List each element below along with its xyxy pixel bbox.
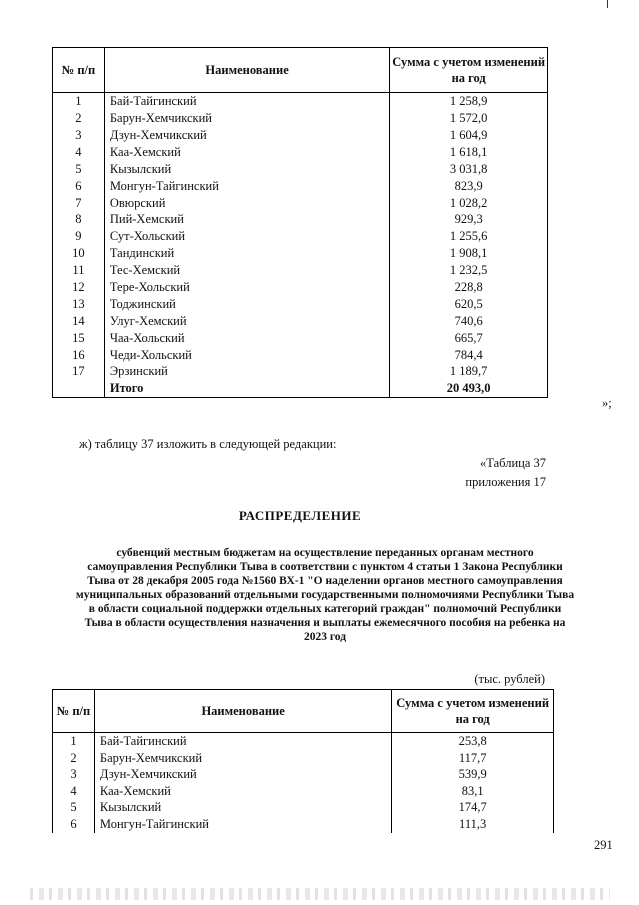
- table-row: [53, 177, 548, 194]
- row-amount: 665,7: [390, 329, 548, 346]
- closing-quote: »;: [602, 396, 612, 410]
- table-row: [53, 346, 548, 363]
- row-number: 16: [53, 346, 105, 363]
- scan-bottom-strip: [0, 880, 639, 905]
- row-name: Каа-Хемский: [94, 783, 391, 800]
- row-number: 5: [53, 161, 105, 178]
- document-subtitle: субвенций местным бюджетам на осуществление переданных органам местного самоуправления Республики Тыва в соответствии с пунктом 4 статьи 1 Закона Республики Тыва от 28 декабря 2005 года №1560 ВХ-1 "О наделении органов местного самоуправления муниципальных образований отдельными государственными полномочиями Республики Тыва в области социальной поддержки отдельных категорий граждан" полномочий Республики Тыва в области осуществления назначения и выплаты ежемесячного пособия на ребенка на 2023 год: [75, 547, 575, 643]
- row-name: Сут-Хольский: [104, 228, 389, 245]
- table-reference-line-1: «Таблица 37: [480, 456, 546, 470]
- amendment-intro: ж) таблицу 37 изложить в следующей редакции:: [79, 437, 337, 451]
- row-name: Чаа-Хольский: [104, 329, 389, 346]
- row-number: 4: [53, 783, 95, 800]
- total-label: Итого: [104, 380, 389, 397]
- row-amount: 1 572,0: [390, 110, 548, 127]
- row-name: Эрзинский: [104, 363, 389, 380]
- row-name: Монгун-Тайгинский: [94, 816, 391, 833]
- row-amount: 1 908,1: [390, 245, 548, 262]
- row-number: 6: [53, 816, 95, 833]
- row-number: 2: [53, 110, 105, 127]
- row-name: Кызылский: [94, 799, 391, 816]
- table-body: [53, 733, 554, 833]
- table-row: [53, 127, 548, 144]
- subvention-table-1: [52, 47, 548, 398]
- row-name: Кызылский: [104, 161, 389, 178]
- table-row: [53, 161, 548, 178]
- row-number: 17: [53, 363, 105, 380]
- row-number: 4: [53, 144, 105, 161]
- row-amount: 1 189,7: [390, 363, 548, 380]
- row-name: Пий-Хемский: [104, 211, 389, 228]
- row-amount: 3 031,8: [390, 161, 548, 178]
- row-amount: 1 232,5: [390, 262, 548, 279]
- table-row: [53, 783, 554, 800]
- table-row: [53, 144, 548, 161]
- scan-artifact: [30, 888, 610, 900]
- row-name: Тере-Хольский: [104, 279, 389, 296]
- table-row: [53, 363, 548, 380]
- row-number: 5: [53, 799, 95, 816]
- row-number: 11: [53, 262, 105, 279]
- row-amount: 174,7: [392, 799, 554, 816]
- table-row: [53, 296, 548, 313]
- row-number: 6: [53, 177, 105, 194]
- table-row: [53, 766, 554, 783]
- total-value: 20 493,0: [390, 380, 548, 397]
- row-number: 7: [53, 194, 105, 211]
- row-number: 12: [53, 279, 105, 296]
- document-heading: РАСПРЕДЕЛЕНИЕ: [238, 508, 362, 523]
- table-header-row: [53, 48, 548, 93]
- row-name: Дзун-Хемчикский: [94, 766, 391, 783]
- row-name: Тес-Хемский: [104, 262, 389, 279]
- table-row: [53, 799, 554, 816]
- row-number: 15: [53, 329, 105, 346]
- row-name: Бай-Тайгинский: [94, 733, 391, 750]
- table-row: [53, 313, 548, 330]
- row-number: 8: [53, 211, 105, 228]
- row-number: 10: [53, 245, 105, 262]
- row-amount: 823,9: [390, 177, 548, 194]
- units-label: (тыс. рублей): [474, 672, 545, 686]
- row-name: Овюрский: [104, 194, 389, 211]
- table-reference: [465, 454, 546, 492]
- row-name: Тандинский: [104, 245, 389, 262]
- table-row: [53, 279, 548, 296]
- row-amount: 1 258,9: [390, 93, 548, 110]
- row-amount: 1 618,1: [390, 144, 548, 161]
- row-name: Монгун-Тайгинский: [104, 177, 389, 194]
- table-row: [53, 194, 548, 211]
- column-header-amount: Сумма с учетом изменений на год: [390, 48, 548, 93]
- table-row: [53, 211, 548, 228]
- total-row: [53, 380, 548, 397]
- column-header-name: Наименование: [104, 48, 389, 93]
- subvention-table-2: [52, 689, 554, 833]
- table-header-row: [53, 690, 554, 733]
- table-reference-line-2: приложения 17: [465, 475, 546, 489]
- table-row: [53, 329, 548, 346]
- row-number: 1: [53, 733, 95, 750]
- table-row: [53, 245, 548, 262]
- row-number: 9: [53, 228, 105, 245]
- total-empty-cell: [53, 380, 105, 397]
- row-amount: 784,4: [390, 346, 548, 363]
- row-amount: 1 255,6: [390, 228, 548, 245]
- table-row: [53, 733, 554, 750]
- row-amount: 111,3: [392, 816, 554, 833]
- row-amount: 1 028,2: [390, 194, 548, 211]
- row-amount: 253,8: [392, 733, 554, 750]
- row-amount: 1 604,9: [390, 127, 548, 144]
- row-name: Тоджинский: [104, 296, 389, 313]
- row-name: Дзун-Хемчикский: [104, 127, 389, 144]
- row-amount: 929,3: [390, 211, 548, 228]
- table-row: [53, 816, 554, 833]
- row-name: Бай-Тайгинский: [104, 93, 389, 110]
- table-row: [53, 93, 548, 110]
- row-amount: 620,5: [390, 296, 548, 313]
- column-header-number: № п/п: [53, 48, 105, 93]
- table-row: [53, 262, 548, 279]
- row-amount: 539,9: [392, 766, 554, 783]
- table-row: [53, 750, 554, 767]
- row-number: 13: [53, 296, 105, 313]
- row-number: 3: [53, 127, 105, 144]
- row-name: Улуг-Хемский: [104, 313, 389, 330]
- column-header-name: Наименование: [94, 690, 391, 733]
- row-amount: 83,1: [392, 783, 554, 800]
- row-number: 2: [53, 750, 95, 767]
- row-name: Каа-Хемский: [104, 144, 389, 161]
- row-amount: 228,8: [390, 279, 548, 296]
- page-number: 291: [594, 838, 613, 852]
- column-header-amount: Сумма с учетом изменений на год: [392, 690, 554, 733]
- row-name: Барун-Хемчикский: [104, 110, 389, 127]
- row-amount: 740,6: [390, 313, 548, 330]
- table-row: [53, 110, 548, 127]
- table-body: [53, 93, 548, 398]
- row-name: Чеди-Хольский: [104, 346, 389, 363]
- table-row: [53, 228, 548, 245]
- row-number: 1: [53, 93, 105, 110]
- page-edge-mark: [607, 0, 608, 8]
- row-amount: 117,7: [392, 750, 554, 767]
- row-name: Барун-Хемчикский: [94, 750, 391, 767]
- row-number: 3: [53, 766, 95, 783]
- column-header-number: № п/п: [53, 690, 95, 733]
- row-number: 14: [53, 313, 105, 330]
